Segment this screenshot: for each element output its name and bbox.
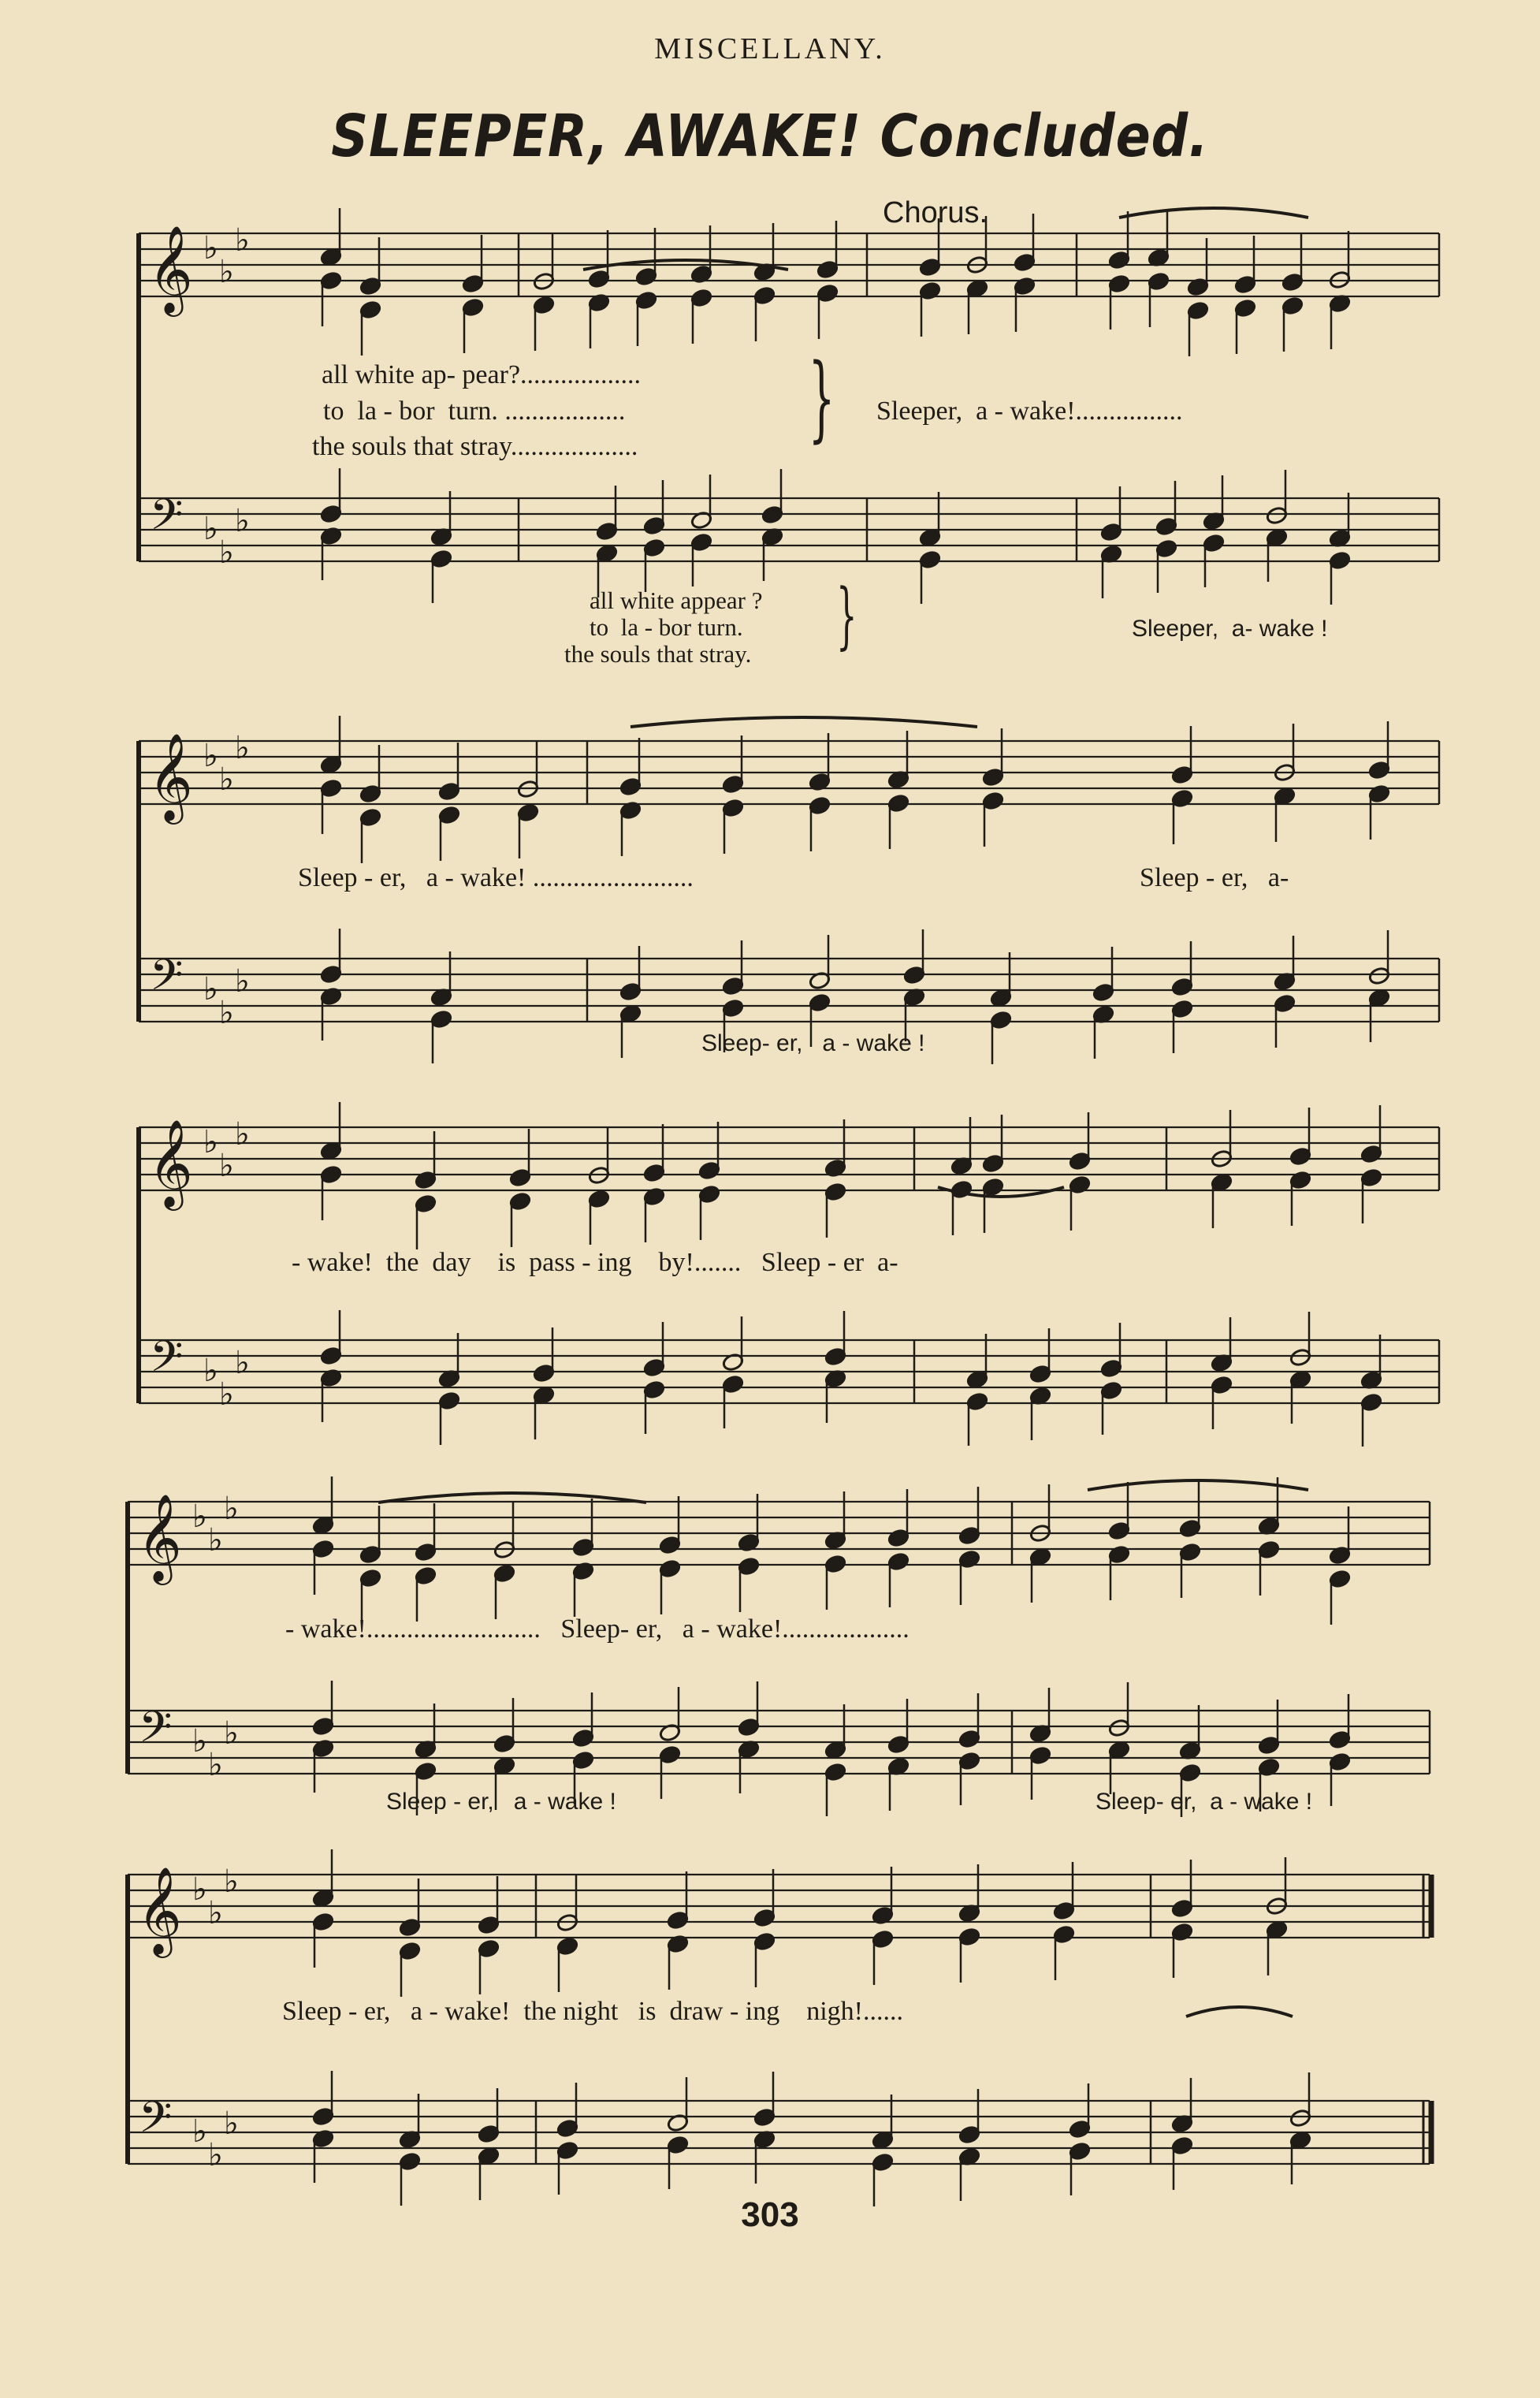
verse-brace: }	[808, 343, 835, 452]
flat-sign: ♭	[219, 995, 234, 1031]
tie	[1119, 208, 1308, 218]
lyric-line: Sleep- er, a - wake !	[701, 1030, 925, 1056]
lyric-line: - wake!.......................... Sleep- er, a - wake!...................	[285, 1614, 909, 1644]
flat-sign: ♭	[192, 2113, 207, 2150]
treble-clef: 𝄞	[148, 732, 193, 821]
flat-sign: ♭	[203, 511, 218, 547]
song-title: SLEEPER, AWAKE! Concluded.	[331, 102, 1209, 170]
flat-sign: ♭	[192, 1499, 207, 1535]
flat-sign: ♭	[235, 963, 250, 1000]
flat-sign: ♭	[224, 1715, 239, 1752]
lyric-line: - wake! the day is pass - ing by!....... Sleep - er a-	[292, 1248, 898, 1277]
flat-sign: ♭	[208, 1747, 223, 1783]
flat-sign: ♭	[219, 534, 234, 571]
bass-clef: 𝄢	[139, 1702, 173, 1763]
page-number: 303	[741, 2195, 799, 2234]
lyric-line: Sleep - er, a - wake! the night is draw - ing nigh!......	[282, 1997, 903, 2026]
flat-sign: ♭	[208, 1895, 223, 1931]
lyric-line: Sleep - er, a - wake! ........................	[298, 863, 694, 892]
flat-sign: ♭	[203, 1353, 218, 1389]
flat-sign: ♭	[235, 503, 250, 539]
treble-clef: 𝄞	[137, 1493, 182, 1581]
flat-sign: ♭	[192, 1723, 207, 1759]
flat-sign: ♭	[219, 761, 234, 798]
lyric-line: Sleep- er, a - wake !	[1095, 1789, 1313, 1815]
flat-sign: ♭	[235, 1345, 250, 1381]
flat-sign: ♭	[224, 1864, 239, 1900]
flat-sign: ♭	[203, 738, 218, 774]
lyric-line: Sleeper, a- wake !	[1132, 616, 1328, 642]
lyric-line: all white appear ?	[590, 586, 763, 614]
lyric-line: to la - bor turn. ..................	[323, 397, 626, 426]
flat-sign: ♭	[203, 971, 218, 1007]
bass-clef: 𝄢	[150, 1331, 184, 1392]
flat-sign: ♭	[192, 1871, 207, 1908]
flat-sign: ♭	[219, 1148, 234, 1184]
flat-sign: ♭	[235, 730, 250, 766]
lyric-line: all white ap- pear?..................	[322, 360, 642, 389]
lyric-line: the souls that stray.	[564, 640, 752, 668]
flat-sign: ♭	[203, 1124, 218, 1160]
treble-clef: 𝄞	[148, 1119, 193, 1207]
lyric-line: to la - bor turn.	[590, 613, 743, 641]
lyric-line: Sleeper, a - wake!................	[876, 397, 1183, 426]
flat-sign: ♭	[208, 1522, 223, 1558]
lyric-line: Sleep - er, a-	[1140, 863, 1289, 892]
flat-sign: ♭	[208, 2137, 223, 2173]
lyric-line: Sleep - er, a - wake !	[386, 1789, 616, 1815]
chorus-label: Chorus.	[883, 196, 988, 229]
flat-sign: ♭	[219, 1376, 234, 1413]
flat-sign: ♭	[219, 254, 234, 290]
page-header: MISCELLANY.	[654, 32, 886, 65]
tie	[1186, 2007, 1293, 2016]
bass-clef: 𝄢	[150, 950, 184, 1011]
treble-clef: 𝄞	[137, 1866, 182, 1954]
treble-clef: 𝄞	[148, 225, 193, 313]
flat-sign: ♭	[224, 1491, 239, 1527]
flat-sign: ♭	[224, 2106, 239, 2142]
bass-clef: 𝄢	[139, 2092, 173, 2153]
bass-clef: 𝄢	[150, 490, 184, 550]
verse-brace: }	[836, 573, 857, 657]
flat-sign: ♭	[235, 222, 250, 259]
tie	[631, 717, 977, 727]
flat-sign: ♭	[235, 1116, 250, 1152]
flat-sign: ♭	[203, 230, 218, 266]
lyric-line: the souls that stray...................	[312, 432, 638, 461]
